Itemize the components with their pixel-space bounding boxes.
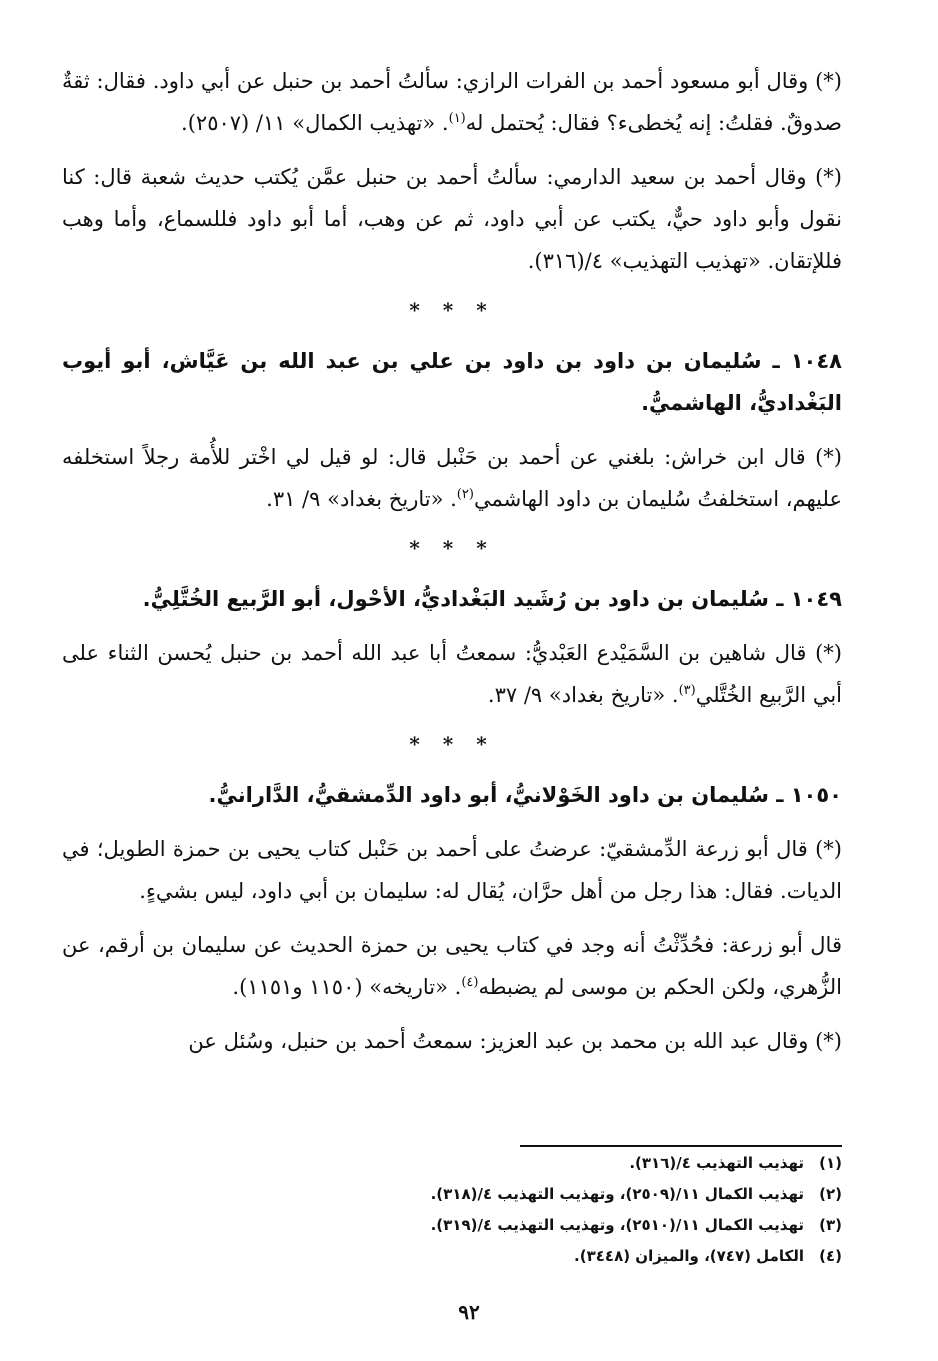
footnote-ref[interactable]: (١) [448, 111, 466, 126]
footnote-number: (٣) [819, 1216, 842, 1234]
section-separator: * * * [409, 536, 495, 560]
footnote-item [82, 1179, 842, 1210]
entry-heading-1048: ١٠٤٨ ـ سُليمان بن داود بن داود بن علي بن عبد الله بن عَيَّاش، أبو أيوب البَغْداديُّ، الهاشميُّ. [62, 349, 842, 415]
paragraph-citation: . «تهذيب الكمال» ١١/ (٢٥٠٧). [181, 111, 449, 135]
paragraph-citation: . «تاريخ بغداد» ٩/ ٣٧. [487, 683, 679, 707]
footnote-ref[interactable]: (٣) [678, 683, 696, 698]
footnote-text: تهذيب التهذيب ٤/(٣١٦). [629, 1154, 804, 1172]
entry-paragraph [62, 1020, 842, 1062]
section-separator: * * * [409, 298, 495, 322]
entry-paragraph [62, 828, 842, 912]
paragraph-text: (*) وقال أحمد بن سعيد الدارمي: سألتُ أحمد بن حنبل عمَّن يُكتب حديث شعبة قال: كنا نقول وأبو داود حيٌّ، يكتب عن أبي داود، ثم عن وهب، أما أبو داود فللسماع، وأما وهب فللإتقان. «تهذيب التهذيب» ٤/(٣١٦). [62, 165, 842, 273]
paragraph-text: (*) قال أبو زرعة الدِّمشقيّ: عرضتُ على أحمد بن حَنْبل كتاب يحيى بن حمزة الطويل؛ في الديات. فقال: هذا رجل من أهل حرَّان، يُقال له: سليمان بن أبي داود، ليس بشيءٍ. [62, 837, 842, 903]
footnote-item [82, 1210, 842, 1241]
paragraph-darimi [62, 156, 842, 282]
footnote-text: الكامل (٧٤٧)، والميزان (٣٤٤٨). [574, 1247, 804, 1265]
footnote-number: (٤) [819, 1247, 842, 1265]
page-number: ٩٢ [458, 1300, 480, 1324]
paragraph-text: (*) قال ابن خراش: بلغني عن أحمد بن حَنْبل قال: لو قيل لي اخْتر للأُمة رجلاً استخلفه عليهم، استخلفتُ سُليمان بن داود الهاشمي [62, 445, 842, 511]
paragraph-citation: . «تاريخه» (١١٥٠ و١١٥١). [232, 975, 462, 999]
paragraph-text: (*) وقال عبد الله بن محمد بن عبد العزيز: سمعتُ أحمد بن حنبل، وسُئل عن [188, 1029, 842, 1053]
entry-heading-1050: ١٠٥٠ ـ سُليمان بن داود الخَوْلانيُّ، أبو داود الدِّمشقيُّ، الدَّارانيُّ. [208, 783, 842, 807]
page-body [62, 60, 842, 1074]
paragraph-text: قال أبو زرعة: فحُدِّثْتُ أنه وجد في كتاب يحيى بن حمزة الحديث عن سليمان بن أرقم، عن الزُّهري، ولكن الحكم بن موسى لم يضبطه [62, 933, 842, 999]
footnote-number: (٢) [819, 1185, 842, 1203]
entry-paragraph [62, 924, 842, 1008]
footnote-ref[interactable]: (٢) [456, 487, 474, 502]
footnote-number: (١) [819, 1154, 842, 1172]
paragraph-abu-masud [62, 60, 842, 144]
footnote-text: تهذيب الكمال ١١/(٢٥١٠)، وتهذيب التهذيب ٤/(٣١٩). [430, 1216, 804, 1234]
paragraph-citation: . «تاريخ بغداد» ٩/ ٣١. [266, 487, 457, 511]
paragraph-text: (*) وقال أبو مسعود أحمد بن الفرات الرازي: سألتُ أحمد بن حنبل عن أبي داود. فقال: ثقةٌ صدوقٌ. فقلتُ: إنه يُخطىء؟ فقال: يُحتمل له [62, 69, 842, 135]
entry-paragraph [62, 436, 842, 520]
paragraph-text: (*) قال شاهين بن السَّمَيْدع العَبْديُّ: سمعتُ أبا عبد الله أحمد بن حنبل يُحسن الثناء على أبي الرَّبيع الخُتَّلي [62, 641, 842, 707]
footnote-item [82, 1241, 842, 1272]
footnote-ref[interactable]: (٤) [461, 975, 479, 990]
section-separator: * * * [409, 732, 495, 756]
entry-heading-1049: ١٠٤٩ ـ سُليمان بن داود بن رُشَيد البَغْداديُّ، الأحْول، أبو الرَّبيع الخُتَّلِيُّ. [142, 587, 842, 611]
footnote-text: تهذيب الكمال ١١/(٢٥٠٩)، وتهذيب التهذيب ٤/(٣١٨). [430, 1185, 804, 1203]
entry-paragraph [62, 632, 842, 716]
footnote-item [82, 1148, 842, 1179]
footnotes [82, 1140, 842, 1272]
